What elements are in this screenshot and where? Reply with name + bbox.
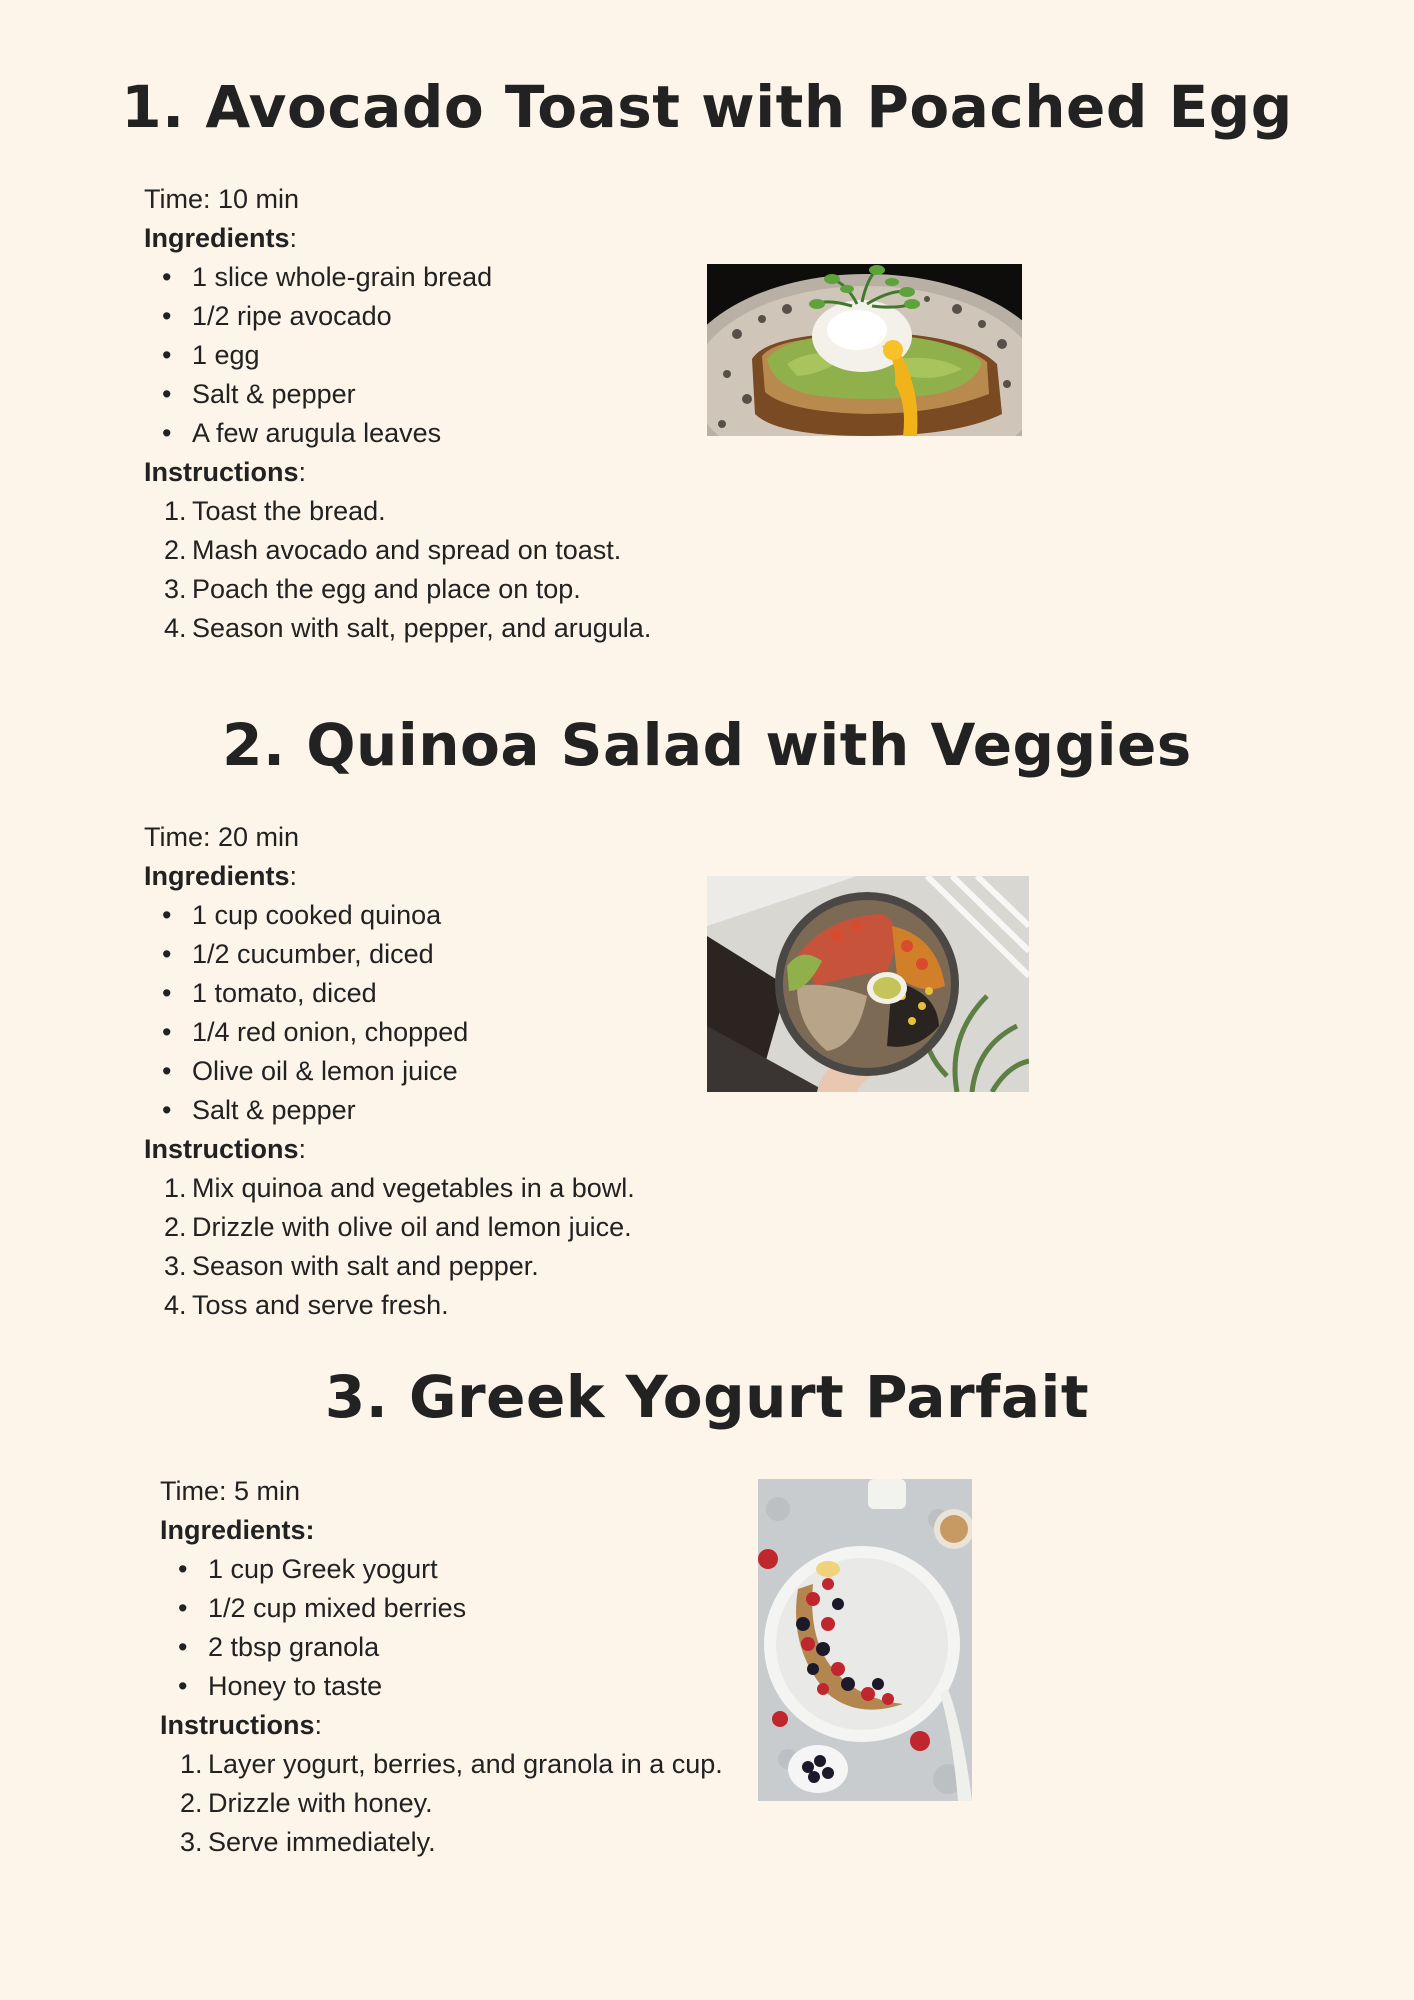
ingredient-item: • Salt & pepper xyxy=(162,379,356,409)
ingredients-heading: Ingredients: xyxy=(144,223,298,253)
instructions-heading: Instructions: xyxy=(160,1710,323,1740)
instruction-step: 1. Toast the bread. xyxy=(164,496,386,526)
ingredients-heading: Ingredients: xyxy=(160,1515,315,1545)
instruction-step: 3. Serve immediately. xyxy=(180,1827,436,1857)
ingredients-list xyxy=(160,1550,760,1706)
instructions-list xyxy=(144,1169,704,1325)
instructions-list xyxy=(144,492,704,648)
recipe-time: Time: 5 min xyxy=(160,1476,301,1506)
instruction-step: 2. Drizzle with olive oil and lemon juice. xyxy=(164,1212,632,1242)
ingredient-item: • 1/2 ripe avocado xyxy=(162,301,392,331)
ingredient-item: • 1 slice whole-grain bread xyxy=(162,262,493,292)
ingredient-item: • 1 cup Greek yogurt xyxy=(178,1554,438,1584)
instructions-heading: Instructions: xyxy=(144,1134,307,1164)
instruction-step: 4. Toss and serve fresh. xyxy=(164,1290,449,1320)
ingredient-item: • 1/4 red onion, chopped xyxy=(162,1017,469,1047)
recipe-greek-yogurt-parfait xyxy=(0,1362,1414,1857)
instruction-step: 1. Mix quinoa and vegetables in a bowl. xyxy=(164,1173,635,1203)
instruction-step: 3. Poach the egg and place on top. xyxy=(164,574,581,604)
ingredient-item: • A few arugula leaves xyxy=(162,418,442,448)
instruction-step: 1. Layer yogurt, berries, and granola in a cup. xyxy=(180,1749,723,1779)
ingredient-item: • 1/2 cucumber, diced xyxy=(162,939,434,969)
ingredient-item: • 1/2 cup mixed berries xyxy=(178,1593,467,1623)
instruction-step: 2. Drizzle with honey. xyxy=(180,1788,433,1818)
instruction-step: 3. Season with salt and pepper. xyxy=(164,1251,539,1281)
recipe-title: 3. Greek Yogurt Parfait xyxy=(324,1363,1090,1431)
ingredients-list xyxy=(144,896,704,1130)
recipe-details xyxy=(144,818,704,1325)
ingredients-heading: Ingredients: xyxy=(144,861,298,891)
ingredient-item: • 1 egg xyxy=(162,340,260,370)
recipe-title: 2. Quinoa Salad with Veggies xyxy=(222,711,1192,779)
ingredient-item: • 1 tomato, diced xyxy=(162,978,377,1008)
instruction-step: 4. Season with salt, pepper, and arugula. xyxy=(164,613,652,643)
avocado-toast-photo xyxy=(707,264,1022,436)
ingredients-list xyxy=(144,258,704,453)
recipe-title: 1. Avocado Toast with Poached Egg xyxy=(121,73,1293,141)
recipe-details xyxy=(144,180,704,648)
instructions-list xyxy=(160,1745,760,1862)
ingredient-item: • 2 tbsp granola xyxy=(178,1632,380,1662)
recipe-avocado-toast xyxy=(0,72,1414,643)
yogurt-parfait-photo xyxy=(758,1479,972,1801)
recipe-quinoa-salad xyxy=(0,710,1414,1320)
quinoa-salad-photo xyxy=(707,876,1029,1092)
recipe-details xyxy=(160,1472,760,1862)
recipe-time: Time: 10 min xyxy=(144,184,300,214)
ingredient-item: • Olive oil & lemon juice xyxy=(162,1056,458,1086)
ingredient-item: • Honey to taste xyxy=(178,1671,383,1701)
instructions-heading: Instructions: xyxy=(144,457,307,487)
ingredient-item: • Salt & pepper xyxy=(162,1095,356,1125)
ingredient-item: • 1 cup cooked quinoa xyxy=(162,900,442,930)
recipe-time: Time: 20 min xyxy=(144,822,300,852)
instruction-step: 2. Mash avocado and spread on toast. xyxy=(164,535,622,565)
